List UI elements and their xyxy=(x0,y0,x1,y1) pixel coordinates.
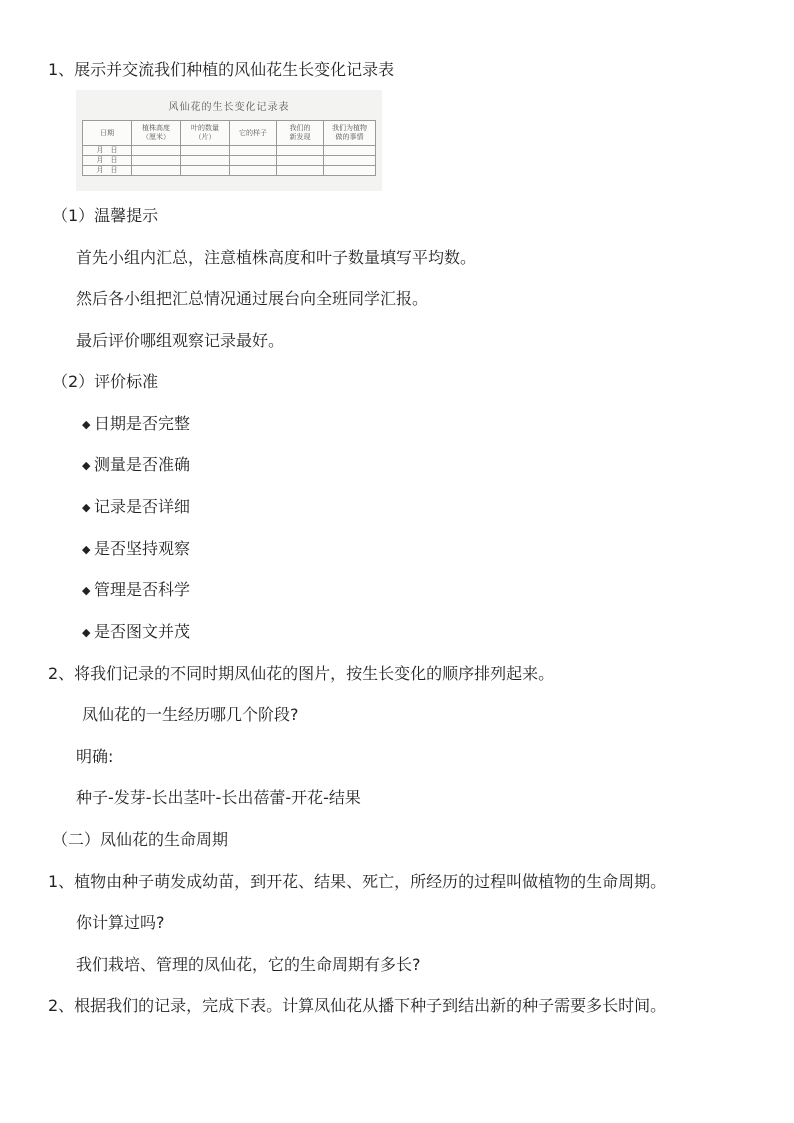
header-cell: 叶的数量 （片） xyxy=(181,121,230,146)
tip-line: 首先小组内汇总，注意植株高度和叶子数量填写平均数。 xyxy=(76,248,477,267)
diamond-bullet-icon: ◆ xyxy=(82,584,91,597)
criteria-item: ◆ 是否坚持观察 xyxy=(82,539,191,558)
criteria-item: ◆ 测量是否准确 xyxy=(82,455,191,474)
question-stages: 凤仙花的一生经历哪几个阶段? xyxy=(82,705,299,724)
heading-record-table: 1、展示并交流我们种植的风仙花生长变化记录表 xyxy=(48,60,395,79)
section-title-life-cycle: （二）凤仙花的生命周期 xyxy=(52,830,229,849)
header-cell: 植株高度 （厘米） xyxy=(132,121,181,146)
stages-answer: 种子-发芽-长出茎叶-长出蓓蕾-开花-结果 xyxy=(76,788,361,807)
criteria-item: ◆ 日期是否完整 xyxy=(82,414,191,433)
clear-label: 明确: xyxy=(76,747,114,766)
question-calculated: 你计算过吗? xyxy=(76,913,165,932)
heading-complete-table: 2、根据我们的记录，完成下表。计算凤仙花从播下种子到结出新的种子需要多长时间。 xyxy=(48,996,667,1015)
criteria-item: ◆ 管理是否科学 xyxy=(82,580,191,599)
diamond-bullet-icon: ◆ xyxy=(82,543,91,556)
header-cell: 它的样子 xyxy=(230,121,277,146)
record-table xyxy=(82,120,376,176)
diamond-bullet-icon: ◆ xyxy=(82,626,91,639)
diamond-bullet-icon: ◆ xyxy=(82,418,91,431)
record-table-image xyxy=(76,90,382,191)
criteria-item: ◆ 记录是否详细 xyxy=(82,497,191,516)
table-row xyxy=(83,156,376,166)
tip-line: 最后评价哪组观察记录最好。 xyxy=(76,331,285,350)
tip-title: （1）温馨提示 xyxy=(52,206,159,225)
heading-life-cycle-definition: 1、植物由种子萌发成幼苗，到开花、结果、死亡，所经历的过程叫做植物的生命周期。 xyxy=(48,872,667,891)
table-row xyxy=(83,166,376,176)
record-table-title: 风仙花的生长变化记录表 xyxy=(168,102,290,113)
question-life-cycle-length: 我们栽培、管理的凤仙花，它的生命周期有多长? xyxy=(76,955,421,974)
diamond-bullet-icon: ◆ xyxy=(82,459,91,472)
diamond-bullet-icon: ◆ xyxy=(82,501,91,514)
table-header-row xyxy=(83,121,376,146)
date-cell: 月 日 xyxy=(83,146,132,156)
date-cell: 月 日 xyxy=(83,156,132,166)
header-cell: 我们的 新发现 xyxy=(277,121,324,146)
table-row xyxy=(83,146,376,156)
tip-line: 然后各小组把汇总情况通过展台向全班同学汇报。 xyxy=(76,289,429,308)
header-cell: 日期 xyxy=(83,121,132,146)
heading-arrange-pictures: 2、将我们记录的不同时期凤仙花的图片，按生长变化的顺序排列起来。 xyxy=(48,664,555,683)
criteria-item: ◆ 是否图文并茂 xyxy=(82,622,191,641)
header-cell: 我们为植物 做的事情 xyxy=(324,121,376,146)
criteria-title: （2）评价标准 xyxy=(52,372,159,391)
date-cell: 月 日 xyxy=(83,166,132,176)
